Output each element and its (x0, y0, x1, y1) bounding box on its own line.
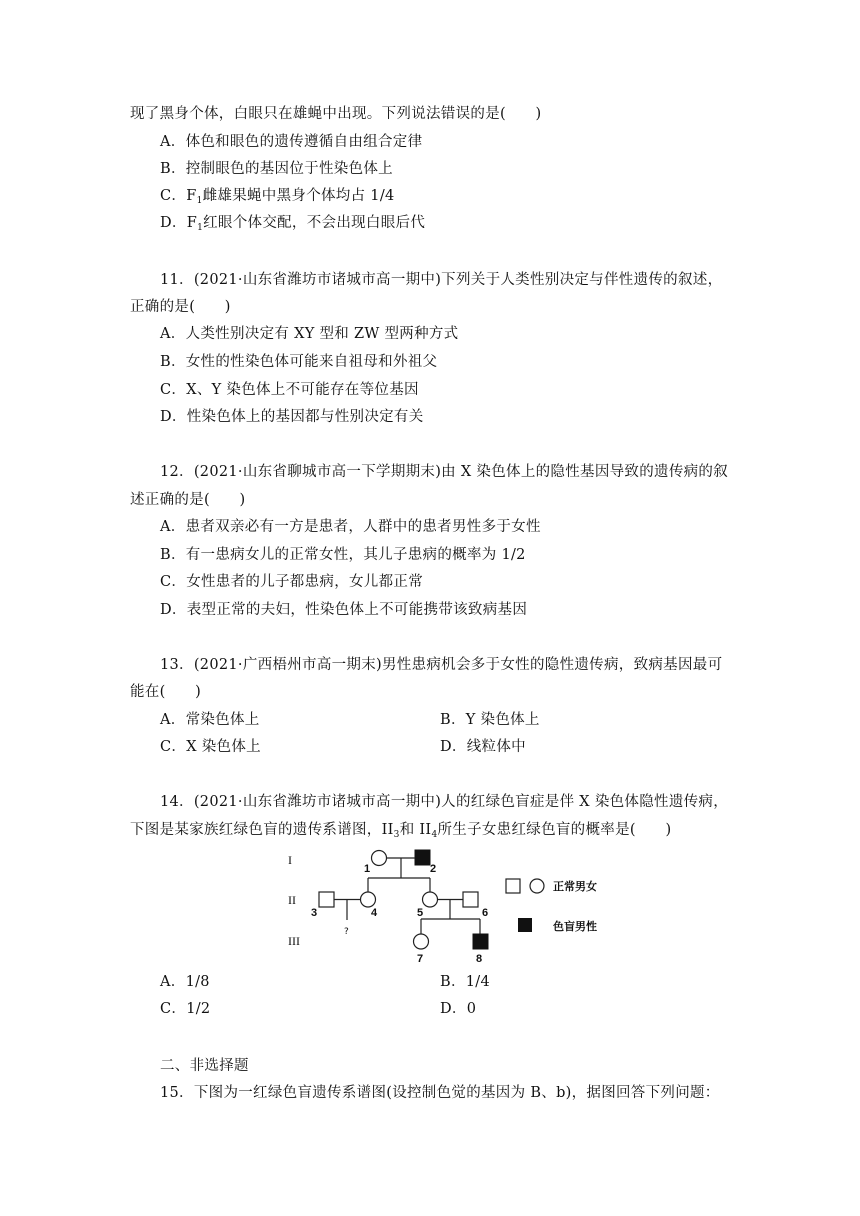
q14-stem-line1: 14．(2021·山东省潍坊市诸城市高一期中)人的红绿色盲症是伴 X 染色体隐性遗传病， (160, 794, 729, 810)
label-7: 7 (417, 953, 424, 965)
q12-option-b: B．有一患病女儿的正常女性，其儿子患病的概率为 1/2 (160, 547, 526, 563)
q14-option-d: D．0 (440, 1001, 477, 1017)
q10-option-c: C．$F_1$雌雄果蝇中黑身个体均占 1/4 (160, 188, 395, 206)
label-8: 8 (476, 953, 483, 965)
legend-affected-male-icon (518, 918, 532, 932)
q10-option-b: B．控制眼色的基因位于性染色体上 (160, 161, 393, 177)
label-6: 6 (482, 907, 489, 919)
label-1: 1 (364, 863, 371, 875)
q12-option-c: C．女性患者的儿子都患病，女儿都正常 (160, 574, 423, 590)
label-5: 5 (417, 907, 424, 919)
individual-ii5-female-normal (423, 892, 438, 907)
q13-stem-line1: 13．(2021·广西梧州市高一期末)男性患病机会多于女性的隐性遗传病，致病基因最可 (160, 657, 723, 673)
section-heading-nonchoice: 二、非选择题 (160, 1058, 249, 1074)
q14-option-b: B．1/4 (440, 974, 490, 990)
pedigree-diagram (280, 842, 620, 967)
legend-affected-label: 色盲男性 (553, 920, 597, 933)
q11-stem-line2: 正确的是( ) (130, 299, 231, 315)
q12-option-d: D．表型正常的夫妇，性染色体上不可能携带该致病基因 (160, 602, 528, 618)
q13-option-b: B．Y 染色体上 (440, 712, 540, 728)
individual-ii4-female-normal (361, 892, 376, 907)
individual-i2-male-affected (415, 850, 430, 865)
q11-stem-line1: 11．(2021·山东省潍坊市诸城市高一期中)下列关于人类性别决定与伴性遗传的叙述， (160, 272, 723, 288)
q10-option-a: A．体色和眼色的遗传遵循自由组合定律 (160, 134, 423, 150)
q12-stem-line2: 述正确的是( ) (130, 492, 246, 508)
q12-stem-line1: 12．(2021·山东省聊城市高一下学期期末)由 X 染色体上的隐性基因导致的遗传病的叙 (160, 464, 729, 480)
q13-stem-line2: 能在( ) (130, 684, 202, 700)
q11-option-d: D．性染色体上的基因都与性别决定有关 (160, 409, 424, 425)
individual-ii6-male-normal (463, 892, 478, 907)
q14-option-c: C．1/2 (160, 1001, 211, 1017)
q10-option-d: D．$F_1$红眼个体交配，不会出现白眼后代 (160, 215, 426, 233)
q11-option-c: C．X、Y 染色体上不可能存在等位基因 (160, 382, 419, 398)
generation-label-ii: II (288, 893, 296, 907)
individual-iii7-female-normal (414, 934, 429, 949)
q11-option-a: A．人类性别决定有 XY 型和 ZW 型两种方式 (160, 326, 459, 342)
legend-normal-label: 正常男女 (553, 880, 597, 893)
generation-label-i: I (288, 853, 292, 867)
q13-option-d: D．线粒体中 (440, 739, 526, 755)
q13-option-c: C．X 染色体上 (160, 739, 261, 755)
legend-normal-female-icon (530, 879, 544, 893)
individual-i1-female-normal (372, 851, 387, 866)
legend-normal-male-icon (506, 879, 520, 893)
label-3: 3 (311, 907, 318, 919)
individual-ii3-male-normal (319, 892, 334, 907)
label-2: 2 (430, 863, 437, 875)
q13-option-a: A．常染色体上 (160, 712, 260, 728)
q14-option-a: A．1/8 (160, 974, 210, 990)
individual-iii8-male-affected (473, 934, 488, 949)
q15-stem-line1: 15．下图为一红绿色盲遗传系谱图(设控制色觉的基因为 B、b)，据图回答下列问题： (160, 1085, 720, 1101)
label-4: 4 (371, 907, 378, 919)
q11-option-b: B．女性的性染色体可能来自祖母和外祖父 (160, 354, 438, 370)
q12-option-a: A．患者双亲必有一方是患者，人群中的患者男性多于女性 (160, 519, 541, 535)
q10-stem-tail: 现了黑身个体，白眼只在雄蝇中出现。下列说法错误的是( ) (130, 106, 542, 122)
q14-stem-line2: 下图是某家族红绿色盲的遗传系谱图，$II_3$和 $II_4$所生子女患红绿色盲的概率是( ) (130, 822, 672, 840)
unknown-offspring: ? (344, 927, 349, 937)
generation-label-iii: III (288, 934, 300, 948)
